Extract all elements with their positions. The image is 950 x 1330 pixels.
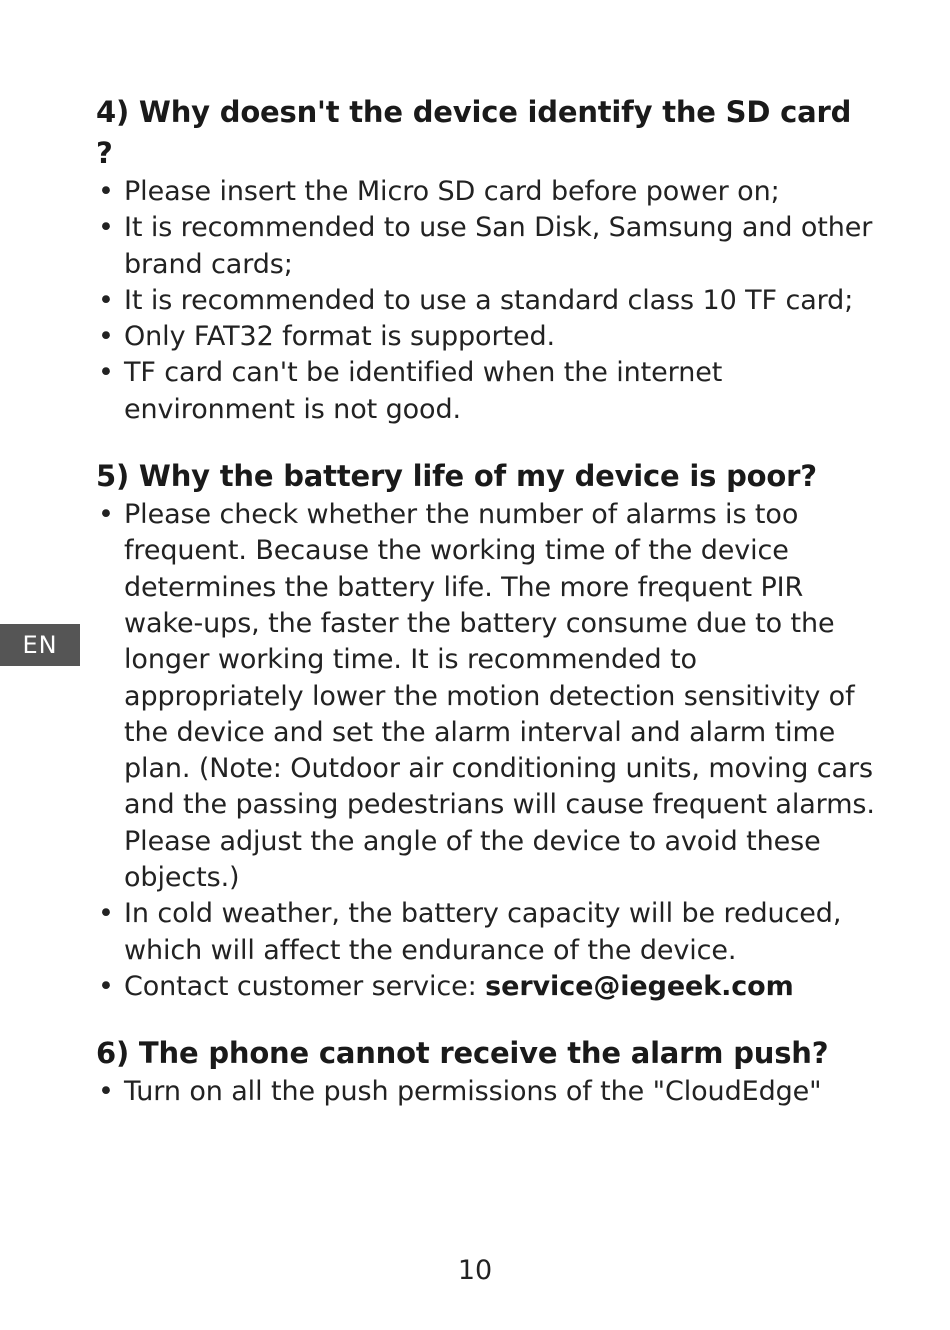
section-heading: 6) The phone cannot receive the alarm push? [96, 1036, 829, 1071]
list-item: • Only FAT32 format is supported. [96, 319, 876, 355]
bullet-list [96, 1074, 876, 1110]
contact-email[interactable]: service@iegeek.com [485, 970, 794, 1002]
faq-content [96, 92, 876, 1111]
list-item: • Please insert the Micro SD card before power on; [96, 174, 876, 210]
section-heading: 4) Why doesn't the device identify the SD card ? [96, 95, 852, 170]
bullet-icon: • [98, 176, 114, 207]
list-item: • TF card can't be identified when the internet environment is not good. [98, 357, 723, 425]
page-number: 10 [457, 1255, 493, 1286]
bullet-icon: • [98, 898, 114, 930]
bullet-icon: • [98, 212, 114, 244]
bullet-list [96, 497, 876, 1005]
bullet-icon: • [98, 284, 114, 316]
faq-section-battery-life [96, 456, 876, 1005]
bullet-icon: • [98, 357, 114, 389]
bullet-icon: • [98, 499, 114, 531]
list-item: • In cold weather, the battery capacity will be reduced, which will affect the endurance of the device. [98, 898, 842, 966]
list-item: • It is recommended to use San Disk, Samsung and other brand cards; [98, 212, 873, 280]
section-heading: 5) Why the battery life of my device is poor? [96, 459, 817, 494]
list-item: • Turn on all the push permissions of the "CloudEdge" [96, 1074, 876, 1110]
faq-section-sd-card [96, 92, 876, 428]
contact-label: Contact customer service: [124, 970, 486, 1002]
faq-section-alarm-push [96, 1033, 876, 1110]
list-item-contact [96, 969, 876, 1005]
bullet-list [96, 174, 876, 428]
list-item: • Please check whether the number of alarms is too frequent. Because the working time of the device determines the battery life. The more frequent PIR wake-ups, the faster the battery consume due to the longer working time. It is recommended to appropriately lower the motion detection sensitivity of the device and set the alarm interval and alarm time plan. (Note: Outdoor air conditioning units, moving cars and the passing pedestrians will cause frequent alarms. Please adjust the angle of the device to avoid these objects.) [98, 499, 875, 894]
bullet-icon: • [98, 970, 114, 1002]
bullet-icon: • [98, 321, 114, 353]
list-item: • It is recommended to use a standard class 10 TF card; [96, 283, 876, 319]
language-tab: EN [0, 624, 80, 666]
bullet-icon: • [98, 1076, 114, 1108]
